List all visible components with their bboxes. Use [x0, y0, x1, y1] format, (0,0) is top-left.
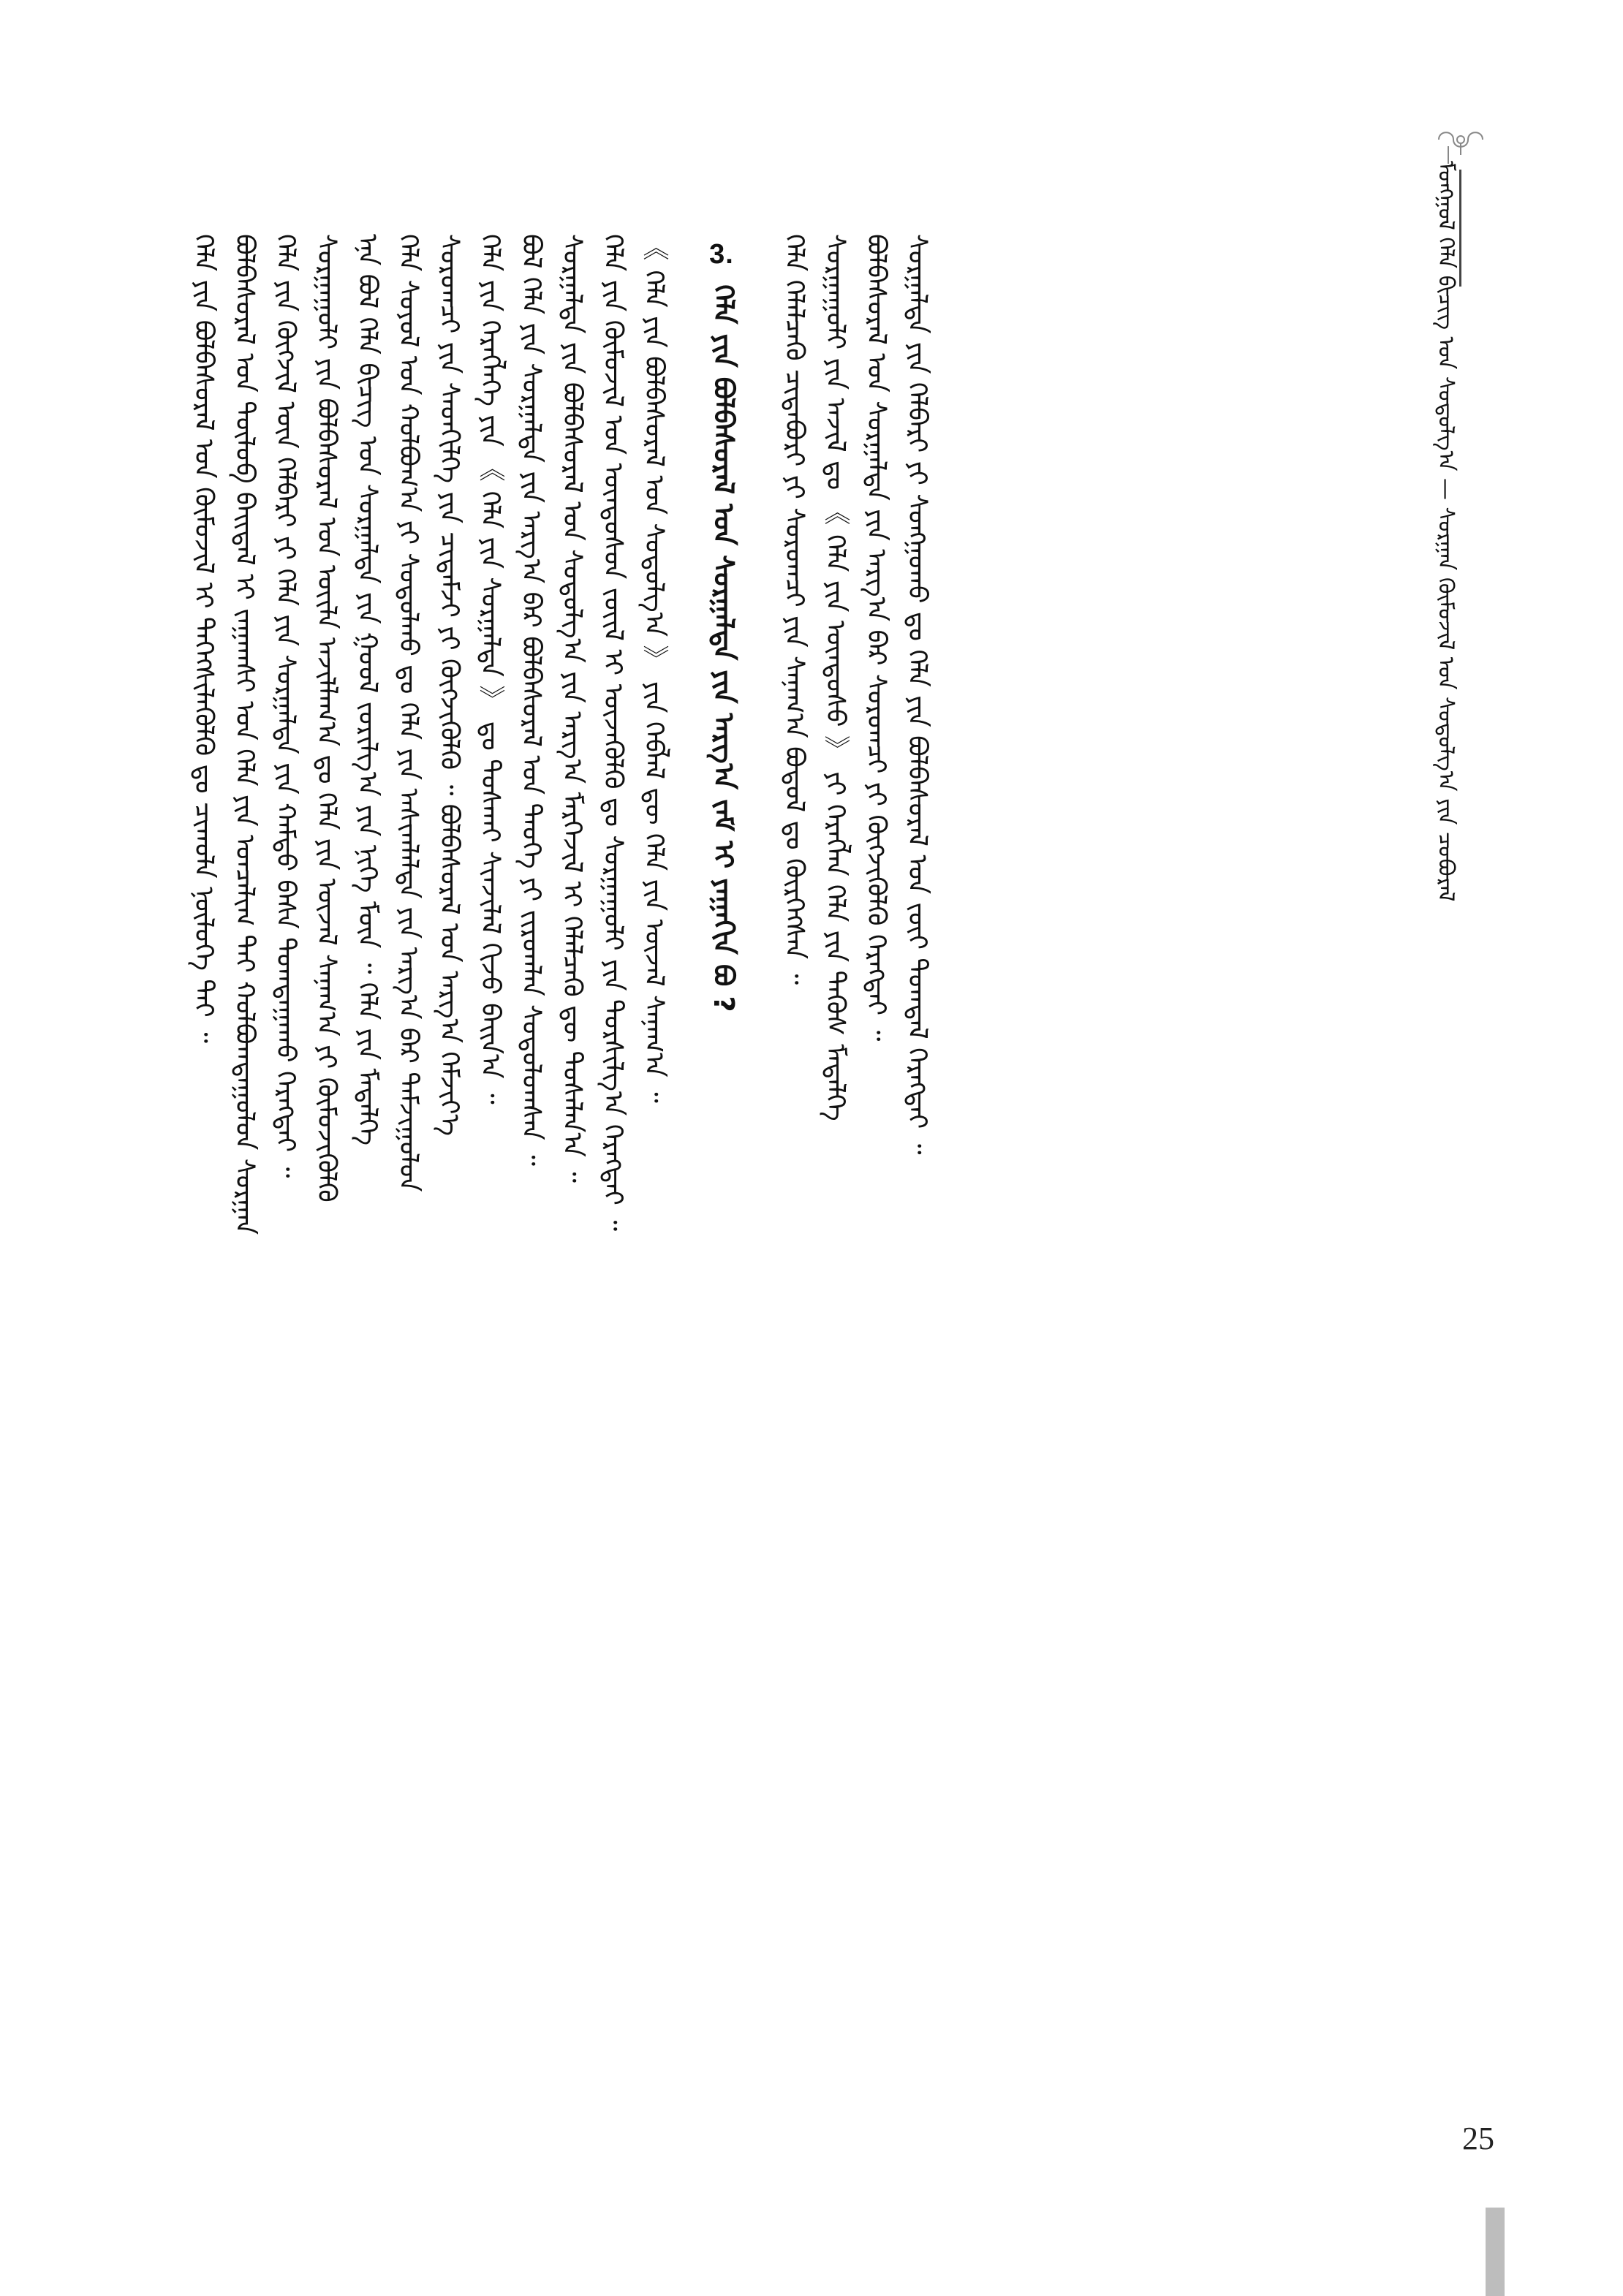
text-column-8: ᠬᠡᠯᠡ ᠶᠢᠨ ᠬᠡᠷᠡᠭᠯᠡᠭᠡ ᠶᠢᠨ 《 ᠬᠡᠯᠡ ᠶᠢᠨ ᠰᠤᠷᠭᠠᠯᠲᠠ 》 ᠳᠤ ᠲᠤᠰᠬᠠᠢ ᠰᠢᠨᠵᠢᠯᠡᠯ ᠬᠢᠵᠦ ᠪᠠᠢᠨ᠎ᠠ ᠃ — [475, 234, 505, 1105]
section-number: 3. — [709, 239, 734, 270]
body-text — [183, 234, 1323, 2091]
section-heading — [703, 234, 744, 2091]
text-column-12: 《 ᠬᠡᠯᠡ ᠶᠢᠨ ᠪᠣᠯᠪᠠᠰᠤᠷᠠᠯ ᠤᠨ ᠰᠤᠳᠤᠯᠭ᠎ᠠ 》 ᠶᠢᠨ ᠬᠡᠪᠯᠡᠯ ᠳᠦ ᠬᠡᠯᠡ ᠶᠢᠨ ᠦᠵᠡᠯ ᠰᠠᠨᠠᠭ᠎ᠠ ᠃ — [639, 234, 669, 1103]
text-column-15: ᠪᠣᠯᠪᠠᠰᠤᠷᠠᠯ ᠤᠨ ᠰᠤᠷᠭᠠᠯᠲᠠ ᠶᠢᠨ ᠠᠷᠭ᠎ᠠ ᠪᠠᠷ ᠰᠤᠷᠤᠭᠴᠢ ᠶᠢ ᠬᠥᠭᠵᠢᠭᠦᠯᠬᠦ ᠬᠡᠷᠡᠭᠲᠡᠢ ᠃ — [861, 234, 891, 1042]
page-number: 25 — [1462, 2121, 1494, 2156]
text-column-3: ᠬᠡᠯᠡ ᠶᠢᠨ ᠬᠥᠭᠵᠢᠯ ᠦᠨ ᠬᠡᠯᠪᠡᠷᠢ ᠶᠢ ᠬᠡᠯᠡ ᠶᠢᠨ ᠰᠤᠷᠭᠠᠯᠲᠠ ᠶᠢᠨ ᠬᠠᠮᠲᠤ ᠪᠠᠰᠠ ᠲᠣᠭᠲᠠᠭᠠᠬᠤ ᠬᠡᠷᠡᠭᠲᠡᠢ ᠃ — [270, 234, 300, 1178]
text-column-10: ᠰᠤᠷᠭᠠᠯᠲᠠ ᠶᠢᠨ ᠪᠣᠯᠪᠠᠰᠤᠷᠠᠯ ᠤᠨ ᠰᠤᠳᠤᠯᠭ᠎ᠠ ᠶᠢᠨ ᠠᠷᠭ᠎ᠠ ᠮᠡᠷᠭᠡᠵᠢᠯ ᠢ ᠬᠡᠯᠡᠯᠴᠡᠬᠦ ᠳᠦ ᠲᠤᠰᠠᠯᠠᠨ᠎ᠠ ᠃ — [557, 234, 587, 1183]
section-heading-text: ᠬᠡᠯᠡ ᠶᠢᠨ ᠪᠣᠯᠪᠠᠰᠤᠷᠠᠯ ᠤᠨ ᠰᠤᠷᠭᠠᠯᠲᠠ ᠶᠢᠨ ᠠᠷᠭ᠎ᠠ ᠵᠠᠮ ᠢ ᠶᠠᠭᠠᠬᠢᠨ ᠪᠣ ? — [708, 284, 740, 1012]
text-column-6: ᠬᠡᠯᠡ ᠰᠣᠶᠣᠯ ᠤᠨ ᠬᠣᠯᠪᠣᠭ᠎ᠠ ᠶᠢ ᠰᠤᠳᠤᠯᠬᠤ ᠳᠤ ᠬᠡᠯᠡ ᠶᠢᠨ ᠠᠰᠢᠭᠯᠠᠯᠲᠠ ᠶᠢᠨ ᠠᠷᠭ᠎ᠠ ᠪᠠᠷ ᠳᠠᠮᠵᠢᠭᠤᠯᠤᠨ — [393, 234, 423, 1192]
running-head: ᠮᠣᠩᠭᠣᠯ ᠬᠡᠯᠡ ᠪᠢᠴᠢᠭ ᠤᠨ ᠰᠤᠳᠤᠯᠭ᠎ᠠ — ᠰᠤᠷᠭᠠᠨ ᠬᠦᠮᠦᠵᠢᠯ ᠤᠨ ᠰᠤᠳᠤᠯᠭ᠎ᠠ ᠶᠢᠨ ᠴᠤᠪᠤᠷᠠᠯ — [1433, 161, 1459, 902]
text-column-4: ᠰᠤᠷᠭᠠᠭᠤᠯᠢ ᠶᠢᠨ ᠪᠣᠯᠪᠠᠰᠤᠷᠠᠯ ᠤᠨ ᠦᠢᠯᠡ ᠠᠵᠢᠯᠯᠠᠭ᠎ᠠ ᠳᠤ ᠬᠡᠯᠡ ᠶᠢᠨ ᠦᠵᠡᠯ ᠰᠠᠨᠠᠭ᠎ᠠ ᠶᠢ ᠬᠦᠮᠦᠵᠢᠭᠦᠯᠬᠦ — [311, 234, 341, 1202]
text-column-11: ᠬᠡᠯᠡ ᠶᠢᠨ ᠬᠦᠮᠦᠵᠢᠯ ᠤᠨ ᠦᠨᠳᠦᠰᠦᠨ ᠵᠦᠢᠯ ᠢ ᠦᠵᠡᠭᠦᠯᠬᠦ ᠳᠤ ᠰᠤᠷᠭᠠᠭᠤᠯᠢ ᠶᠢᠨ ᠲᠤᠷᠰᠢᠯᠭ᠎ᠠ ᠬᠡᠷᠡᠭᠲᠡᠢ ᠃ — [598, 234, 628, 1232]
page-edge-tab — [1486, 2208, 1505, 2296]
text-column-16: ᠰᠤᠷᠭᠠᠯᠲᠠ ᠶᠢᠨ ᠬᠡᠯᠪᠡᠷᠢ ᠶᠢ ᠰᠣᠩᠭᠣᠬᠤ ᠳᠤ ᠬᠡᠯᠡ ᠶᠢᠨ ᠪᠣᠯᠪᠠᠰᠤᠷᠠᠯ ᠤᠨ ᠵᠦᠢ ᠲᠣᠭᠲᠠᠯ ᠬᠡᠷᠡᠭᠲᠡᠢ ᠃ — [902, 234, 932, 1155]
text-column-7: ᠰᠤᠷᠤᠭᠴᠢ ᠶᠢᠨ ᠰᠡᠳᠬᠢᠯᠭᠡ ᠶᠢᠨ ᠴᠢᠳᠠᠮᠵᠢ ᠶᠢ ᠬᠥᠭᠵᠢᠭᠦᠯᠬᠦ ᠃ ᠪᠣᠯᠪᠠᠰᠤᠷᠠᠯ ᠤᠨ ᠠᠷᠭ᠎ᠠ ᠬᠡᠮᠵᠢᠶ᠎ᠡ — [434, 234, 464, 1137]
section-gap — [674, 234, 703, 2091]
text-column-13: ᠬᠡᠯᠡ ᠬᠡᠯᠡᠯᠴᠡᠬᠦ ᠴᠢᠳᠠᠪᠤᠷᠢ ᠶᠢ ᠰᠤᠷᠤᠭᠴᠢ ᠶᠢᠨ ᠰᠠᠨᠠᠭ᠎ᠠ ᠪᠣᠳᠤᠯ ᠳᠤ ᠬᠦᠷᠭᠡᠭᠰᠡᠨ ᠃ — [779, 234, 809, 985]
text-column-2: ᠪᠣᠯᠪᠠᠰᠤᠷᠠᠯ ᠤᠨ ᠲᠥᠯᠦᠪ ᠪᠠᠢᠳᠠᠯ ᠢ ᠵᠠᠭᠠᠭᠰᠢ ᠤᠨ ᠬᠡᠯᠡ ᠶᠢᠨ ᠣᠨᠴᠠᠯᠢᠭ ᠲᠠᠢ ᠬᠣᠯᠪᠣᠭᠳᠠᠭᠤᠯᠤᠨ ᠰᠤᠷᠭᠠᠨ — [230, 234, 260, 1235]
text-column-1: ᠬᠡᠯᠡ ᠶᠢᠨ ᠪᠣᠯᠪᠠᠰᠤᠷᠠᠯ ᠤᠨ ᠬᠦᠮᠦᠵᠢᠯ ᠢ ᠳᠡᠭᠡᠭᠰᠢᠯᠡᠭᠦᠯᠬᠦ ᠳᠤ ᠴᠢᠬᠤᠯᠠ ᠨᠥᠯᠦᠭᠡ ᠲᠠᠢ ᠃ — [189, 234, 219, 1043]
section-gap-2 — [744, 234, 773, 2091]
text-column-5: ᠡᠨᠡ ᠪᠣᠯ ᠬᠡᠯᠡ ᠪᠢᠴᠢᠭ ᠤᠨ ᠰᠤᠷᠭᠠᠯᠲᠠ ᠶᠢᠨ ᠭᠣᠣᠯ ᠵᠣᠷᠢᠯᠭ᠎ᠠ ᠶᠢᠨ ᠨᠢᠭᠡ ᠮᠥᠨ ᠃ ᠬᠡᠯᠡ ᠶᠢᠨ ᠮᠡᠳᠡᠯᠭᠡ — [352, 234, 382, 1145]
ornament-icon — [1431, 123, 1490, 156]
text-column-9: ᠪᠣᠯ ᠬᠡᠯᠡ ᠶᠢᠨ ᠰᠤᠷᠭᠠᠯᠲᠠ ᠶᠢᠨ ᠠᠷᠭ᠎ᠠ ᠪᠠᠷ ᠪᠣᠯᠪᠠᠰᠤᠷᠠᠯ ᠤᠨ ᠲᠡᠦᠬᠡ ᠶᠢ ᠵᠢᠷᠤᠭᠯᠠᠨ ᠰᠤᠳᠤᠯᠤᠭᠰᠠᠨ ᠃ — [516, 234, 546, 1166]
text-column-14: ᠰᠤᠷᠭᠠᠭᠤᠯᠢ ᠶᠢᠨ ᠠᠵᠢᠯ ᠳᠤ 《 ᠬᠡᠯᠡ ᠶᠢᠨ ᠦᠨᠳᠦᠰᠦ 》 ᠶᠢ ᠬᠡᠷᠡᠭᠯᠡᠨ ᠬᠡᠯᠡ ᠶᠢᠨ ᠲᠡᠭᠦᠰ ᠮᠡᠳᠡᠯᠭᠡ — [820, 234, 850, 1121]
